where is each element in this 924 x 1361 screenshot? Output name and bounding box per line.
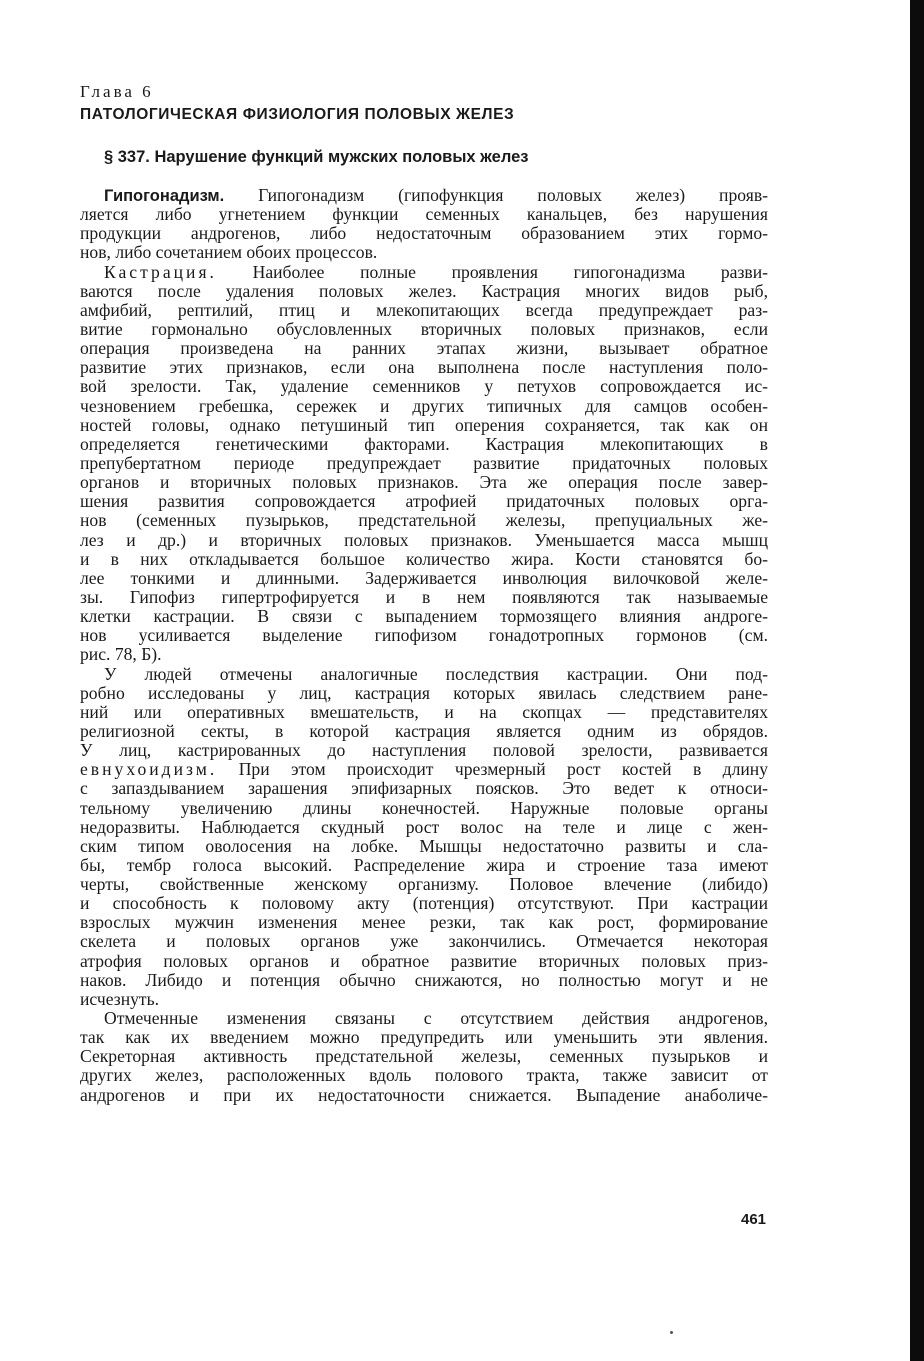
text-line: нов (семенных пузырьков, предстательной железы, препуциальных же- bbox=[80, 510, 768, 531]
text-line: лез и др.) и вторичных половых признаков. Уменьшается масса мышц bbox=[80, 529, 768, 550]
text-line: и в них откладывается большое количество жира. Кости становятся бо- bbox=[80, 548, 768, 569]
text-line: У лиц, кастрированных до наступления половой зрелости, развивается bbox=[80, 740, 768, 761]
text-line: рис. 78, Б). bbox=[80, 644, 162, 665]
text-line: бы, тембр голоса высокий. Распределение жира и строение таза имеют bbox=[80, 854, 768, 875]
text-line: клетки кастрации. В связи с выпадением тормозящего влияния андроге- bbox=[80, 606, 768, 627]
text-line: с запаздыванием зарашения эпифизарных поясков. Это ведет к относи- bbox=[80, 778, 768, 799]
text-line: развитие этих признаков, если она выполнена после наступления поло- bbox=[80, 357, 768, 378]
text-line: чезновением гребешка, сережек и других типичных для самцов особен- bbox=[80, 395, 768, 416]
text-line: Секреторная активность предстательной железы, семенных пузырьков и bbox=[80, 1046, 768, 1067]
text-line: андрогенов и при их недостаточности снижается. Выпадение анаболиче- bbox=[80, 1084, 768, 1105]
text-line: вой зрелости. Так, удаление семенников у петухов сопровождается ис- bbox=[80, 376, 768, 397]
text-line: продукции андрогенов, либо недостаточным образованием этих гормо- bbox=[80, 223, 768, 244]
text-line: определяется генетическими факторами. Кастрация млекопитающих в bbox=[80, 433, 768, 454]
text-line: тельному увеличению длины конечностей. Наружные половые органы bbox=[80, 797, 768, 818]
text-line: нов усиливается выделение гипофизом гонадотропных гормонов (см. bbox=[80, 625, 768, 646]
text-line: зы. Гипофиз гипертрофируется и в нем появляются так называемые bbox=[80, 586, 768, 607]
text-line: ляется либо угнетением функции семенных канальцев, без нарушения bbox=[80, 204, 768, 225]
scan-speck bbox=[670, 1331, 673, 1334]
text-line: ностей головы, однако петушиный тип оперения сохраняется, так как он bbox=[80, 414, 768, 435]
text-line: скелета и половых органов уже закончились. Отмечается некоторая bbox=[80, 931, 768, 952]
runin-heading: Гипогонадизм. bbox=[104, 187, 225, 205]
text-line: нов, либо сочетанием обоих процессов. bbox=[80, 242, 378, 263]
text-line: ний или оперативных вмешательств, и на скопцах — представителях bbox=[80, 701, 768, 722]
page-number: 461 bbox=[741, 1211, 767, 1228]
text-line: и способность к половому акту (потенция) отсутствуют. При кастрации bbox=[80, 893, 768, 914]
chapter-title: ПАТОЛОГИЧЕСКАЯ ФИЗИОЛОГИЯ ПОЛОВЫХ ЖЕЛЕЗ bbox=[80, 106, 515, 123]
emphasized-term: евнухоидизм. bbox=[80, 759, 218, 780]
text-line: недоразвиты. Наблюдается скудный рост волос на теле и лице с жен- bbox=[80, 816, 768, 837]
text-line: органов и вторичных половых признаков. Эта же операция после завер- bbox=[80, 472, 768, 493]
text-line: атрофия половых органов и обратное развитие вторичных половых приз- bbox=[80, 950, 768, 971]
text-line: Кастрация. Наиболее полные проявления гипогонадизма разви- bbox=[104, 261, 768, 282]
text-line: Отмеченные изменения связаны с отсутствием действия андрогенов, bbox=[104, 1008, 768, 1029]
text-line: исчезнуть. bbox=[80, 988, 160, 1009]
text-line: лее тонкими и длинными. Задерживается инволюция вилочковой желе- bbox=[80, 567, 768, 588]
text-line: других желез, расположенных вдоль полового тракта, также зависит от bbox=[80, 1065, 768, 1086]
text-line: религиозной секты, в которой кастрация является одним из обрядов. bbox=[80, 720, 768, 741]
chapter-label: Глава 6 bbox=[80, 82, 154, 101]
text-line: ваются после удаления половых желез. Кастрация многих видов рыб, bbox=[80, 280, 768, 301]
text-line: наков. Либидо и потенция обычно снижаются, но полностью могут и не bbox=[80, 969, 768, 990]
text-line: ским типом оволосения на лобке. Мышцы недостаточно развиты и сла- bbox=[80, 835, 768, 856]
text-line: амфибий, рептилий, птиц и млекопитающих всегда предупреждает раз- bbox=[80, 299, 768, 320]
section-title: § 337. Нарушение функций мужских половых желез bbox=[104, 148, 529, 166]
text-line: робно исследованы у лиц, кастрация которых явилась следствием ране- bbox=[80, 682, 768, 703]
text-line: взрослых мужчин изменения менее резки, так как рост, формирование bbox=[80, 912, 768, 933]
text-line: так как их введением можно предупредить или уменьшить эти явления. bbox=[80, 1027, 768, 1048]
text-line: витие гормонально обусловленных вторичных половых признаков, если bbox=[80, 318, 768, 339]
text-line: У людей отмечены аналогичные последствия кастрации. Они под- bbox=[104, 663, 768, 684]
text-line: евнухоидизм. При этом происходит чрезмерный рост костей в длину bbox=[80, 759, 768, 780]
text-line: операция произведена на ранних этапах жизни, вызывает обратное bbox=[80, 338, 768, 359]
text-line: Гипогонадизм. Гипогонадизм (гипофункция половых желез) прояв- bbox=[104, 185, 768, 205]
text-line: препубертатном периоде предупреждает развитие придаточных половых bbox=[80, 452, 768, 473]
text-line: шения развития сопровождается атрофией придаточных половых орга- bbox=[80, 491, 768, 512]
scan-edge-shadow bbox=[910, 0, 924, 1361]
text-line: черты, свойственные женскому организму. Половое влечение (либидо) bbox=[80, 874, 768, 895]
emphasized-term: Кастрация. bbox=[104, 261, 217, 282]
body-text bbox=[80, 186, 768, 1105]
